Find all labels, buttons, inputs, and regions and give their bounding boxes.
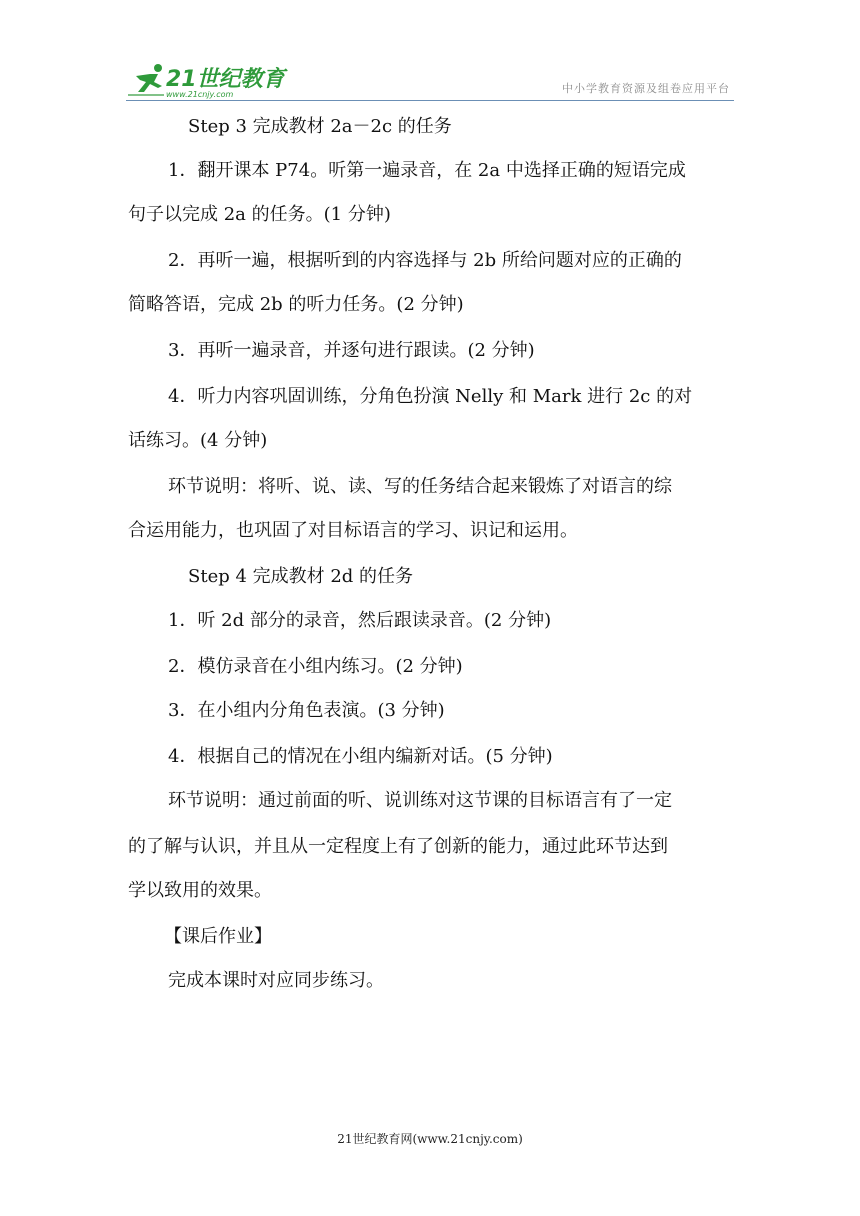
step4-item3: 3．在小组内分角色表演。(3 分钟) [168,700,445,721]
platform-tagline: 中小学教育资源及组卷应用平台 [562,82,730,95]
svg-text:21世纪教育: 21世纪教育 [166,67,285,92]
step3-note-line2: 合运用能力，也巩固了对目标语言的学习、识记和运用。 [128,520,578,541]
header-divider [126,100,734,101]
homework-heading: 【课后作业】 [164,926,272,947]
step3-item1-line2: 句子以完成 2a 的任务。(1 分钟) [128,204,391,225]
step4-note-line2: 的了解与认识，并且从一定程度上有了创新的能力，通过此环节达到 [128,836,668,857]
step4-item1: 1．听 2d 部分的录音，然后跟读录音。(2 分钟) [168,610,552,631]
page-footer: 21世纪教育网(www.21cnjy.com) [337,1132,523,1146]
page-header [0,0,860,104]
step4-note-line3: 学以致用的效果。 [128,880,272,901]
site-logo [128,62,288,100]
step3-item3: 3．再听一遍录音，并逐句进行跟读。(2 分钟) [168,340,535,361]
step3-note-line1: 环节说明：将听、说、读、写的任务结合起来锻炼了对语言的综 [168,476,672,497]
step3-item1-line1: 1．翻开课本 P74。听第一遍录音，在 2a 中选择正确的短语完成 [168,160,686,181]
step4-item2: 2．模仿录音在小组内练习。(2 分钟) [168,656,463,677]
step3-item4-line2: 话练习。(4 分钟) [128,430,268,451]
step3-item2-line1: 2．再听一遍，根据听到的内容选择与 2b 所给问题对应的正确的 [168,250,682,271]
homework-text: 完成本课时对应同步练习。 [168,970,384,991]
step4-heading: Step 4 完成教材 2d 的任务 [188,566,414,587]
step3-item2-line2: 简略答语，完成 2b 的听力任务。(2 分钟) [128,294,464,315]
svg-text:www.21cnjy.com: www.21cnjy.com [166,90,234,99]
runner-logo-icon [128,62,288,100]
step4-note-line1: 环节说明：通过前面的听、说训练对这节课的目标语言有了一定 [168,790,672,811]
step4-item4: 4．根据自己的情况在小组内编新对话。(5 分钟) [168,746,553,767]
step3-heading: Step 3 完成教材 2a－2c 的任务 [188,116,452,137]
step3-item4-line1: 4．听力内容巩固训练，分角色扮演 Nelly 和 Mark 进行 2c 的对 [168,386,693,407]
